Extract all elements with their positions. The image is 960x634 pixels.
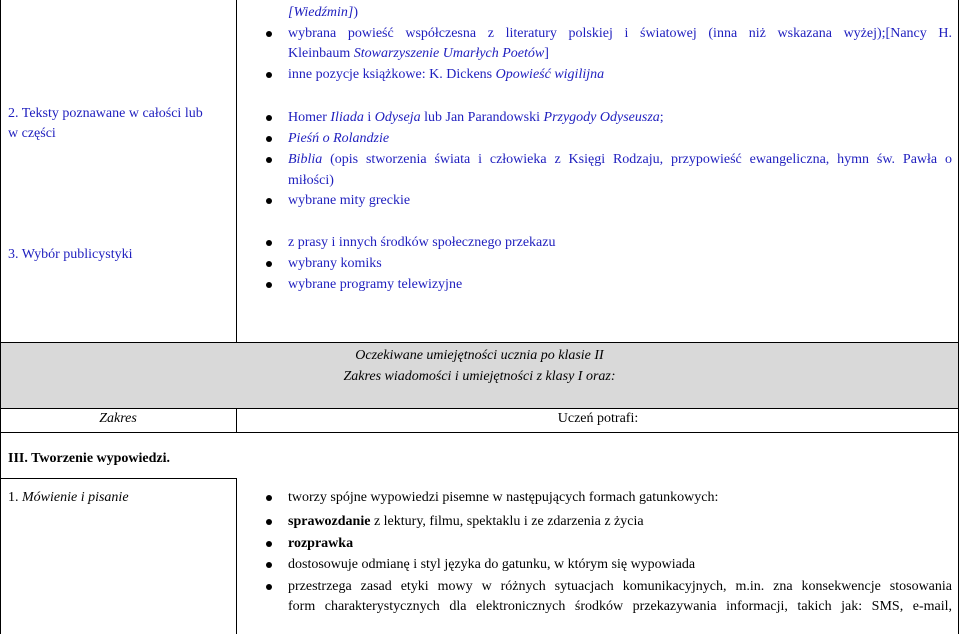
list-item: inne pozycje książkowe: K. Dickens Opowieść wigilijna (288, 67, 605, 82)
list-item: przestrzega zasad etyki mowy w różnych sytuacjach komunikacyjnych, m.in. zna konsekwencje stosowania (288, 579, 952, 594)
bullet-icon (266, 584, 272, 590)
column-header-uczen: Uczeń potrafi: (557, 411, 639, 426)
bullet-icon (266, 115, 272, 121)
bullet-icon (266, 240, 272, 246)
section-bottom-line (0, 478, 237, 479)
bullet-icon (266, 495, 272, 501)
table-border-left (0, 0, 1, 634)
section-title: III. Tworzenie wypowiedzi. (8, 451, 171, 466)
column-header-zakres: Zakres (99, 411, 137, 426)
section-sub-label: 1. Mówienie i pisanie (8, 490, 129, 505)
header-line2: Zakres wiadomości i umiejętności z klasy I oraz: (343, 369, 616, 384)
list-item: Pieśń o Rolandzie (288, 131, 390, 146)
list-item: sprawozdanie z lektury, filmu, spektaklu i ze zdarzenia z życia (288, 514, 644, 529)
bullet-icon (266, 157, 272, 163)
list-item: rozprawka (288, 536, 354, 551)
bullet-icon (266, 282, 272, 288)
list-item: wybrana powieść współczesna z literatury polskiej i światowej (inna niż wskazana wyżej);[Nancy H. (288, 26, 952, 41)
row2-label-line2: w części (8, 126, 56, 141)
bullet-icon (266, 562, 272, 568)
bullet-icon (266, 31, 272, 37)
column-divider-lower (236, 478, 237, 634)
list-item: dostosowuje odmianę i styl języka do gatunku, w którym się wypowiada (288, 557, 696, 572)
list-item: Homer Iliada i Odyseja lub Jan Parandowski Przygody Odyseusza; (288, 110, 664, 125)
bullet-icon (266, 261, 272, 267)
columns-bottom-line (0, 432, 959, 433)
list-item: miłości) (288, 173, 334, 188)
list-item: form charakterystycznych dla elektronicznych środków przekazywania informacji, takich jak: SMS, e-mail, (288, 599, 952, 614)
list-item: tworzy spójne wypowiedzi pisemne w następujących formach gatunkowych: (288, 490, 719, 505)
row3-label: 3. Wybór publicystyki (8, 247, 133, 262)
list-item: [Wiedźmin]) (288, 5, 359, 20)
table-border-right (958, 0, 959, 634)
bullet-icon (266, 136, 272, 142)
bullet-icon (266, 541, 272, 547)
list-item: Biblia (opis stworzenia świata i człowieka z Księgi Rodzaju, przypowieść ewangeliczna, hymn św. Pawła o (288, 152, 952, 167)
bullet-icon (266, 72, 272, 78)
column-divider-top (236, 0, 237, 342)
header-top-line (0, 342, 959, 343)
row2-label-line1: 2. Teksty poznawane w całości lub (8, 106, 203, 121)
list-item: wybrane mity greckie (288, 193, 411, 208)
list-item: wybrany komiks (288, 256, 382, 271)
header-line1: Oczekiwane umiejętności ucznia po klasie II (355, 348, 604, 363)
bullet-icon (266, 198, 272, 204)
list-item: Kleinbaum Stowarzyszenie Umarłych Poetów] (288, 46, 549, 61)
list-item: wybrane programy telewizyjne (288, 277, 463, 292)
list-item: z prasy i innych środków społecznego przekazu (288, 235, 556, 250)
bullet-icon (266, 519, 272, 525)
